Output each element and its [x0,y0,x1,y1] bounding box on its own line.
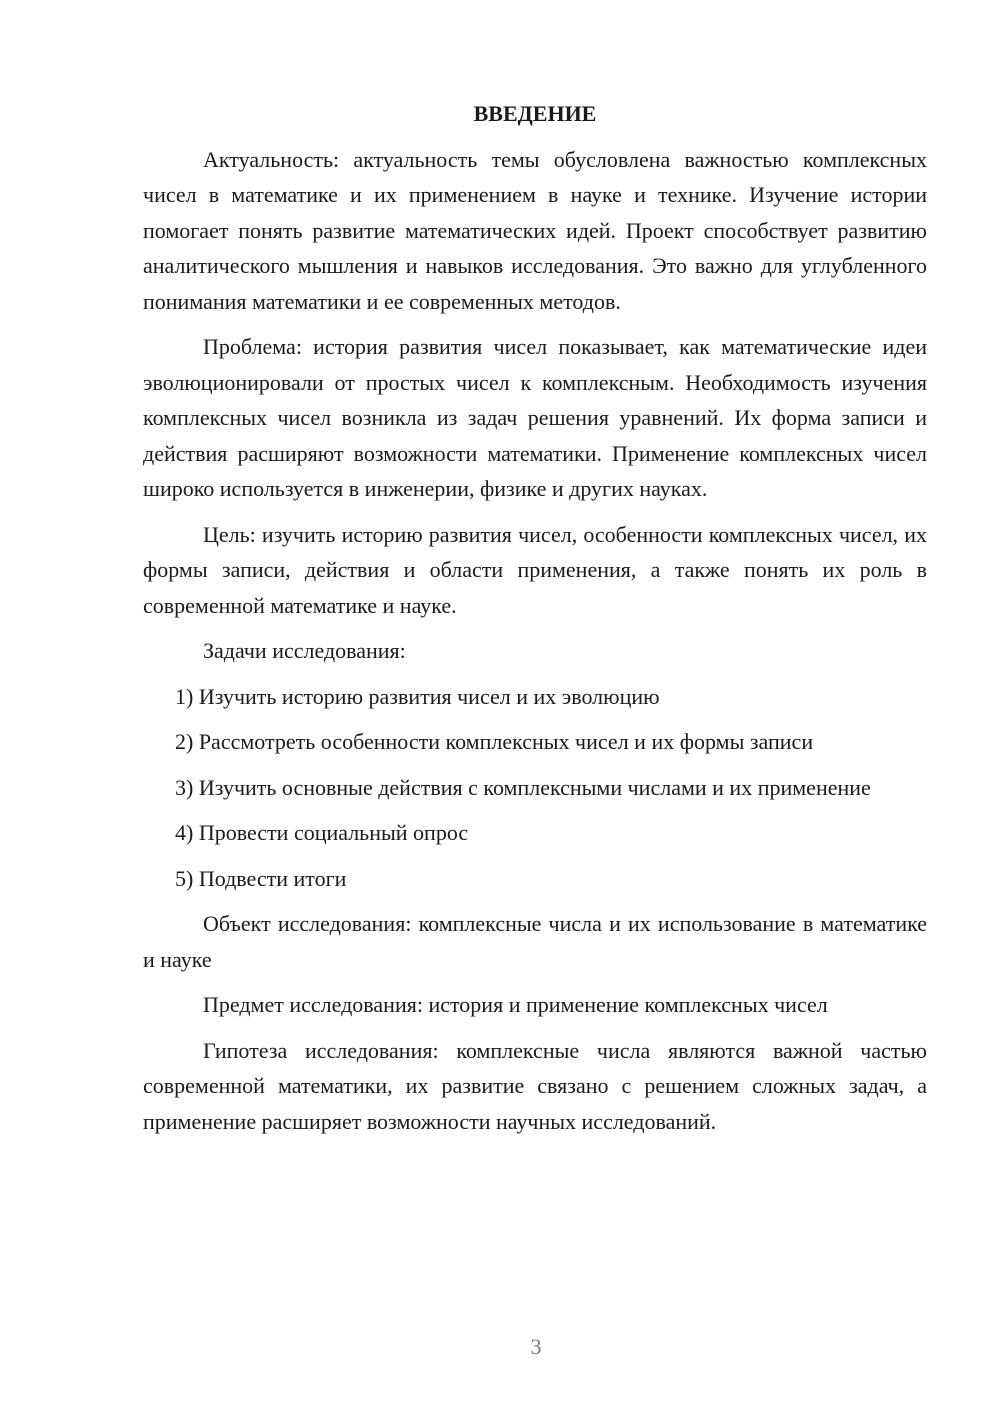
task-item-3: 3) Изучить основные действия с комплексными числами и их применение [175,774,871,800]
research-subject-paragraph: Предмет исследования: история и применение комплексных чисел [203,992,828,1017]
page-title: ВВЕДЕНИЕ [473,101,597,126]
problem-paragraph: Проблема: история развития чисел показывает, как математические идеи эволюционировали от простых чисел к комплексным. Необходимость изучения комплексных чисел возникла из задач решения уравнений. Их форма записи и действия расширяют возможности математики. Применение комплексных чисел широко используется в инженерии, физике и других науках. [143,334,927,501]
goal-paragraph: Цель: изучить историю развития чисел, особенности комплексных чисел, их формы записи, действия и области применения, а также понять их роль в современной математике и науке. [143,521,927,618]
research-object-paragraph: Объект исследования: комплексные числа и их использование в математике и науке [143,911,927,972]
task-item-5: 5) Подвести итоги [175,865,347,891]
page-number: 3 [530,1334,542,1359]
tasks-heading: Задачи исследования: [203,638,406,663]
task-item-4: 4) Провести социальный опрос [175,820,469,845]
relevance-paragraph: Актуальность: актуальность темы обусловлена важностью комплексных чисел в математике и их применением в науке и технике. Изучение истории помогает понять развитие математических идей. Проект способствует развитию аналитического мышления и навыков исследования. Это важно для углубленного понимания математики и ее современных методов. [143,146,927,314]
hypothesis-paragraph: Гипотеза исследования: комплексные числа являются важной частью современной математики, их развитие связано с решением сложных задач, а применение расширяет возможности научных исследований. [143,1037,927,1134]
task-item-1: 1) Изучить историю развития чисел и их эволюцию [175,683,660,709]
task-item-2: 2) Рассмотреть особенности комплексных чисел и их формы записи [175,729,814,754]
document-page [143,96,927,1149]
